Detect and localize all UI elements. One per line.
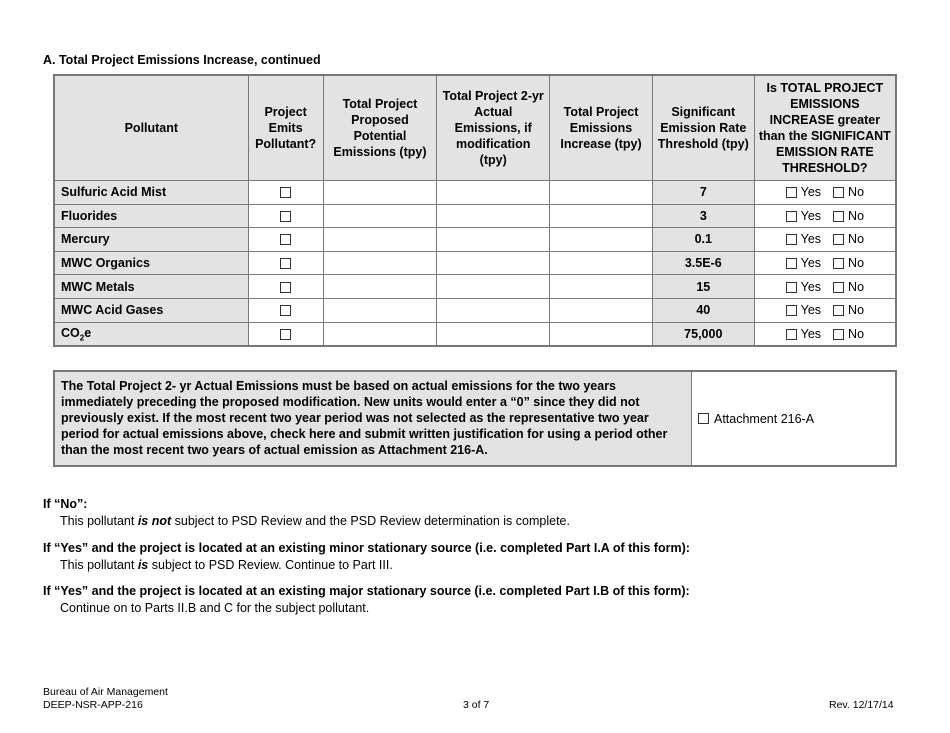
no-checkbox[interactable]	[833, 305, 844, 316]
emits-checkbox[interactable]	[280, 258, 291, 269]
actual-emissions-note	[53, 370, 897, 467]
emits-cell	[248, 322, 323, 346]
condition-yes-minor-post: subject to PSD Review. Continue to Part III.	[148, 558, 393, 572]
condition-yes-minor-emphasis: is	[137, 558, 149, 572]
header-emits: Project Emits Pollutant?	[248, 75, 323, 181]
no-checkbox[interactable]	[833, 211, 844, 222]
yes-option[interactable]	[786, 232, 821, 246]
proposed-input-cell[interactable]	[323, 275, 437, 299]
table-header-row	[54, 75, 896, 181]
header-pollutant: Pollutant	[54, 75, 248, 181]
no-label: No	[848, 256, 865, 271]
table-row	[54, 181, 896, 205]
threshold-cell: 7	[652, 181, 754, 205]
yes-checkbox[interactable]	[786, 282, 797, 293]
emits-checkbox[interactable]	[280, 211, 291, 222]
attachment-option[interactable]	[692, 372, 895, 465]
condition-no-text	[60, 514, 570, 528]
emits-cell	[248, 228, 323, 252]
header-threshold: Significant Emission Rate Threshold (tpy)	[652, 75, 754, 181]
no-label: No	[848, 303, 865, 318]
proposed-input-cell[interactable]	[323, 181, 437, 205]
pollutant-cell	[54, 322, 248, 346]
table-row	[54, 251, 896, 275]
section-title: A. Total Project Emissions Increase, continued	[43, 53, 321, 67]
actual-input-cell[interactable]	[437, 204, 550, 228]
table-row	[54, 228, 896, 252]
threshold-cell: 15	[652, 275, 754, 299]
increase-input-cell[interactable]	[550, 275, 653, 299]
yes-option[interactable]	[786, 209, 821, 223]
yes-option[interactable]	[786, 280, 821, 294]
pollutant-subscript: 2	[79, 333, 85, 343]
threshold-cell: 3	[652, 204, 754, 228]
footer-page-number: 3 of 7	[463, 699, 490, 711]
pollutant-cell: MWC Acid Gases	[54, 298, 248, 322]
header-proposed: Total Project Proposed Potential Emissions (tpy)	[323, 75, 437, 181]
no-label: No	[848, 326, 865, 341]
increase-input-cell[interactable]	[550, 251, 653, 275]
proposed-input-cell[interactable]	[323, 298, 437, 322]
no-option[interactable]	[833, 280, 864, 294]
emits-cell	[248, 251, 323, 275]
actual-input-cell[interactable]	[437, 181, 550, 205]
emissions-table	[53, 74, 897, 347]
yes-option[interactable]	[786, 327, 821, 341]
table-row	[54, 322, 896, 346]
actual-input-cell[interactable]	[437, 322, 550, 346]
increase-input-cell[interactable]	[550, 181, 653, 205]
condition-yes-major-text: Continue on to Parts II.B and C for the subject pollutant.	[60, 601, 370, 615]
threshold-cell: 0.1	[652, 228, 754, 252]
header-actual: Total Project 2-yr Actual Emissions, if modification (tpy)	[437, 75, 550, 181]
footer-form-id: DEEP-NSR-APP-216	[43, 699, 143, 711]
yes-checkbox[interactable]	[786, 305, 797, 316]
no-option[interactable]	[833, 232, 864, 246]
condition-yes-minor-pre: This pollutant	[60, 558, 138, 572]
yes-no-cell	[754, 322, 896, 346]
proposed-input-cell[interactable]	[323, 251, 437, 275]
pollutant-suffix: e	[84, 325, 92, 340]
condition-no-pre: This pollutant	[60, 514, 138, 528]
increase-input-cell[interactable]	[550, 298, 653, 322]
condition-no-post: subject to PSD Review and the PSD Review determination is complete.	[171, 514, 570, 528]
no-label: No	[848, 232, 865, 247]
threshold-cell: 3.5E-6	[652, 251, 754, 275]
yes-checkbox[interactable]	[786, 329, 797, 340]
pollutant-cell: Fluorides	[54, 204, 248, 228]
no-label: No	[848, 279, 865, 294]
table-row	[54, 275, 896, 299]
header-question: Is TOTAL PROJECT EMISSIONS INCREASE greater than the SIGNIFICANT EMISSION RATE THRESHOLD?	[754, 75, 896, 181]
condition-yes-minor-text	[60, 558, 393, 572]
note-text: The Total Project 2- yr Actual Emissions must be based on actual emissions for the two years immediately preceding the proposed modification. New units would enter a “0” since they did not previously exist. If the most recent two year period was not selected as the representative two year period for actual emissions above, check here and submit written justification for using a period other than the most recent two years of actual emission as Attachment 216-A.	[55, 372, 692, 465]
yes-label: Yes	[800, 232, 822, 247]
yes-label: Yes	[800, 303, 822, 318]
actual-input-cell[interactable]	[437, 251, 550, 275]
attachment-label: Attachment 216-A	[714, 411, 815, 426]
no-option[interactable]	[833, 256, 864, 270]
pollutant-cell: MWC Organics	[54, 251, 248, 275]
pollutant-cell: Mercury	[54, 228, 248, 252]
pollutant-name: CO	[61, 325, 80, 340]
yes-label: Yes	[800, 279, 822, 294]
yes-option[interactable]	[786, 256, 821, 270]
no-checkbox[interactable]	[833, 258, 844, 269]
yes-label: Yes	[800, 326, 822, 341]
emits-cell	[248, 298, 323, 322]
yes-option[interactable]	[786, 303, 821, 317]
emits-checkbox[interactable]	[280, 187, 291, 198]
yes-label: Yes	[800, 208, 822, 223]
no-option[interactable]	[833, 185, 864, 199]
yes-no-cell	[754, 181, 896, 205]
no-label: No	[848, 208, 865, 223]
header-increase: Total Project Emissions Increase (tpy)	[550, 75, 653, 181]
threshold-cell: 40	[652, 298, 754, 322]
yes-checkbox[interactable]	[786, 234, 797, 245]
no-option[interactable]	[833, 209, 864, 223]
yes-checkbox[interactable]	[786, 187, 797, 198]
condition-no-emphasis: is not	[137, 514, 172, 528]
no-checkbox[interactable]	[833, 234, 844, 245]
footer-bureau: Bureau of Air Management	[43, 686, 168, 698]
emits-checkbox[interactable]	[280, 234, 291, 245]
yes-no-cell	[754, 251, 896, 275]
actual-input-cell[interactable]	[437, 275, 550, 299]
emits-cell	[248, 275, 323, 299]
table-row	[54, 298, 896, 322]
no-checkbox[interactable]	[833, 329, 844, 340]
actual-input-cell[interactable]	[437, 298, 550, 322]
condition-no-heading: If “No”:	[43, 497, 88, 511]
condition-yes-major-heading: If “Yes” and the project is located at an existing major stationary source (i.e. completed Part I.B of this form):	[43, 584, 690, 598]
emits-checkbox[interactable]	[280, 282, 291, 293]
yes-no-cell	[754, 228, 896, 252]
threshold-cell: 75,000	[652, 322, 754, 346]
yes-option[interactable]	[786, 185, 821, 199]
yes-checkbox[interactable]	[786, 211, 797, 222]
attachment-checkbox[interactable]	[698, 413, 709, 424]
no-checkbox[interactable]	[833, 187, 844, 198]
yes-no-cell	[754, 204, 896, 228]
proposed-input-cell[interactable]	[323, 322, 437, 346]
yes-label: Yes	[800, 185, 822, 200]
increase-input-cell[interactable]	[550, 204, 653, 228]
emits-cell	[248, 204, 323, 228]
pollutant-cell: Sulfuric Acid Mist	[54, 181, 248, 205]
increase-input-cell[interactable]	[550, 322, 653, 346]
yes-label: Yes	[800, 256, 822, 271]
table-row	[54, 204, 896, 228]
no-option[interactable]	[833, 327, 864, 341]
emits-checkbox[interactable]	[280, 329, 291, 340]
yes-no-cell	[754, 298, 896, 322]
proposed-input-cell[interactable]	[323, 204, 437, 228]
actual-input-cell[interactable]	[437, 228, 550, 252]
no-option[interactable]	[833, 303, 864, 317]
emits-checkbox[interactable]	[280, 305, 291, 316]
no-label: No	[848, 185, 865, 200]
pollutant-cell: MWC Metals	[54, 275, 248, 299]
yes-no-cell	[754, 275, 896, 299]
yes-checkbox[interactable]	[786, 258, 797, 269]
proposed-input-cell[interactable]	[323, 228, 437, 252]
increase-input-cell[interactable]	[550, 228, 653, 252]
condition-yes-minor-heading: If “Yes” and the project is located at an existing minor stationary source (i.e. completed Part I.A of this form):	[43, 541, 690, 555]
footer-revision: Rev. 12/17/14	[829, 699, 894, 711]
no-checkbox[interactable]	[833, 282, 844, 293]
emits-cell	[248, 181, 323, 205]
